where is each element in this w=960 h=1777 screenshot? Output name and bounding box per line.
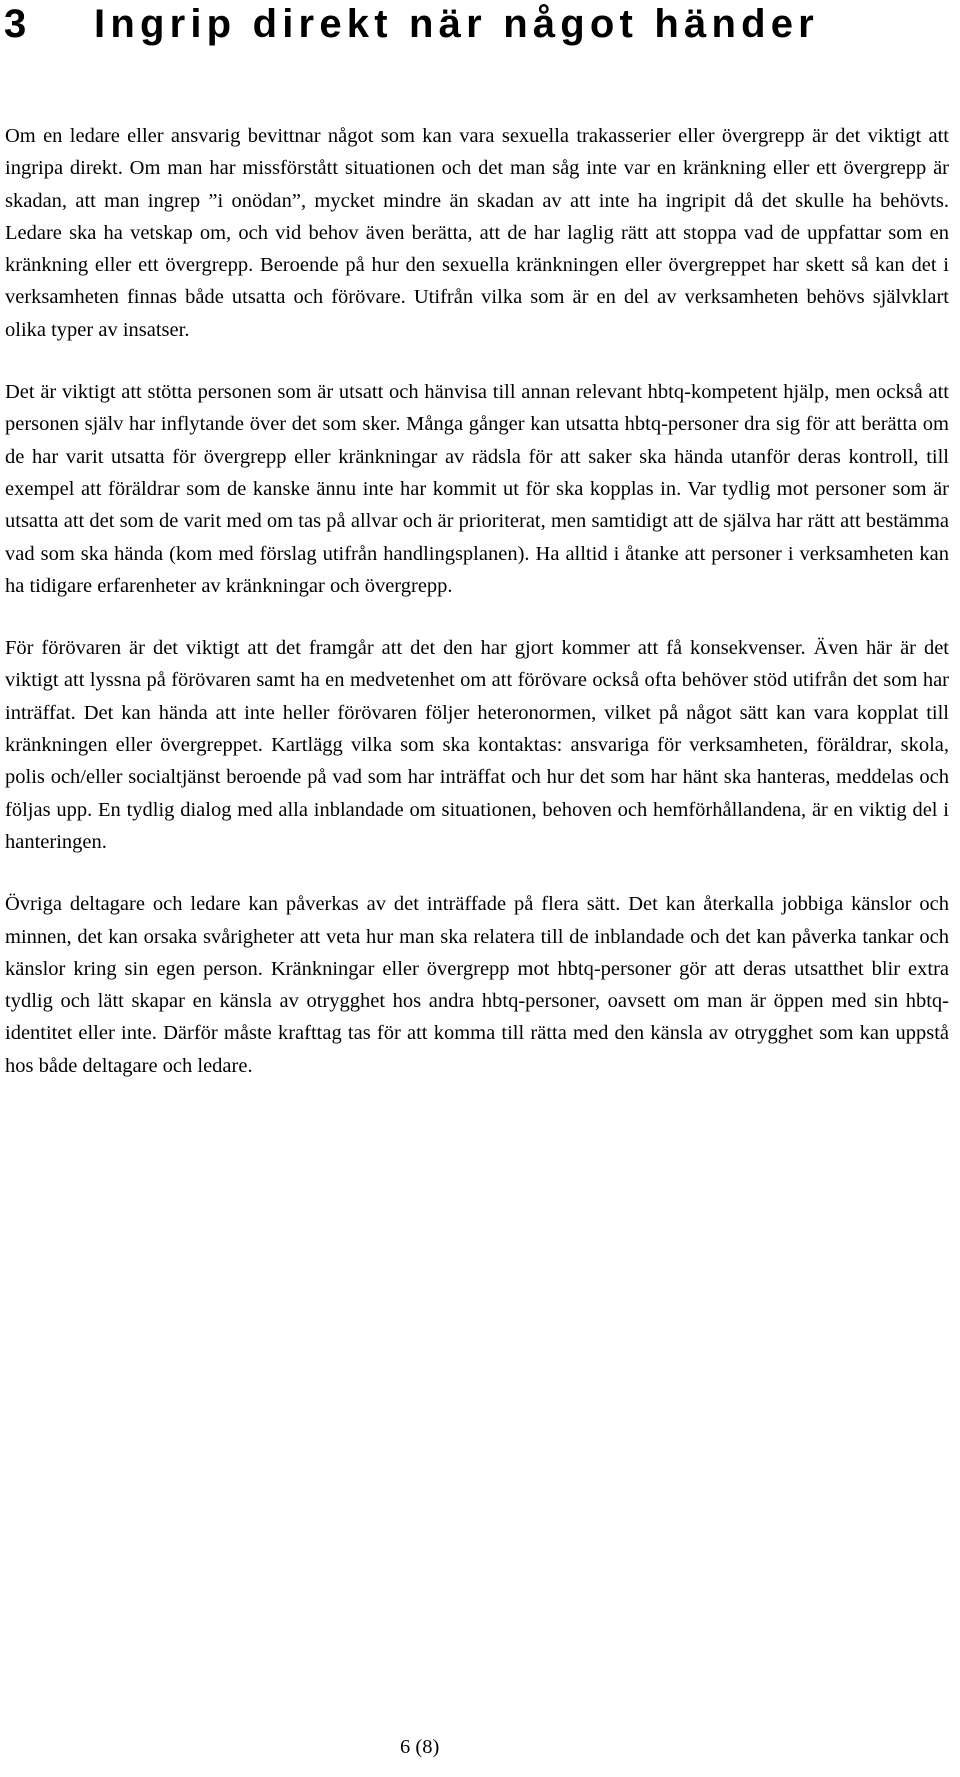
- page-number: 6 (8): [400, 1736, 440, 1758]
- body-text: [5, 120, 949, 1112]
- paragraph-2: Det är viktigt att stötta personen som är utsatt och hänvisa till annan relevant hbtq-kompetent hjälp, men också att personen själv har inflytande över det som sker. Många gånger kan utsatta hbtq-personer dra sig för att berätta om de har varit utsatta för övergrepp eller kränkningar av rädsla för att saker ska hända utanför deras kontroll, till exempel att föräldrar som de kanske ännu inte har kommit ut för ska kopplas in. Var tydlig mot personer som är utsatta att det som de varit med om tas på allvar och är prioriterat, men samtidigt att de själva har rätt att bestämma vad som ska hända (kom med förslag utifrån handlingsplanen). Ha alltid i åtanke att personer i verksamheten kan ha tidigare erfarenheter av kränkningar och övergrepp.: [5, 381, 949, 597]
- section-number: 3: [4, 2, 32, 46]
- paragraph-3: För förövaren är det viktigt att det framgår att det den har gjort kommer att få konsekvenser. Även här är det viktigt att lyssna på förövaren samt ha en medvetenhet om att förövare också ofta behöver stöd utifrån det som har inträffat. Det kan hända att inte heller förövaren följer heteronormen, vilket på något sätt kan vara kopplat till kränkningen eller övergreppet. Kartlägg vilka som ska kontaktas: ansvariga för verksamheten, föräldrar, skola, polis och/eller socialtjänst beroende på vad som har inträffat och hur det som har hänt ska hanteras, meddelas och följas upp. En tydlig dialog med alla inblandade om situationen, behoven och hemförhållandena, är en viktig del i hanteringen.: [5, 637, 949, 853]
- paragraph-4: Övriga deltagare och ledare kan påverkas av det inträffade på flera sätt. Det kan återkalla jobbiga känslor och minnen, det kan orsaka svårigheter att veta hur man ska relatera till de inblandade och det kan påverka tankar och känslor kring sin egen person. Kränkningar eller övergrepp mot hbtq-personer gör att deras utsatthet blir extra tydlig och lätt skapar en känsla av otrygghet hos andra hbtq-personer, oavsett om man är öppen med sin hbtq-identitet eller inte. Därför måste krafttag tas för att komma till rätta med den känsla av otrygghet som kan uppstå hos både deltagare och ledare.: [5, 893, 949, 1077]
- paragraph-1: Om en ledare eller ansvarig bevittnar något som kan vara sexuella trakasserier eller övergrepp är det viktigt att ingripa direkt. Om man har missförstått situationen och det man såg inte var en kränkning eller ett övergrepp är skadan, att man ingrep ”i onödan”, mycket mindre än skadan av att inte ha ingripit då det skulle ha behövts. Ledare ska ha vetskap om, och vid behov även berätta, att de har laglig rätt att stoppa vad de uppfattar som en kränkning eller ett övergrepp. Beroende på hur den sexuella kränkningen eller övergreppet har skett så kan det i verksamheten finnas både utsatta och förövare. Utifrån vilka som är en del av verksamheten behövs självklart olika typer av insatser.: [5, 125, 949, 341]
- section-title: Ingrip direkt när något händer: [94, 2, 819, 46]
- section-heading: [4, 0, 944, 50]
